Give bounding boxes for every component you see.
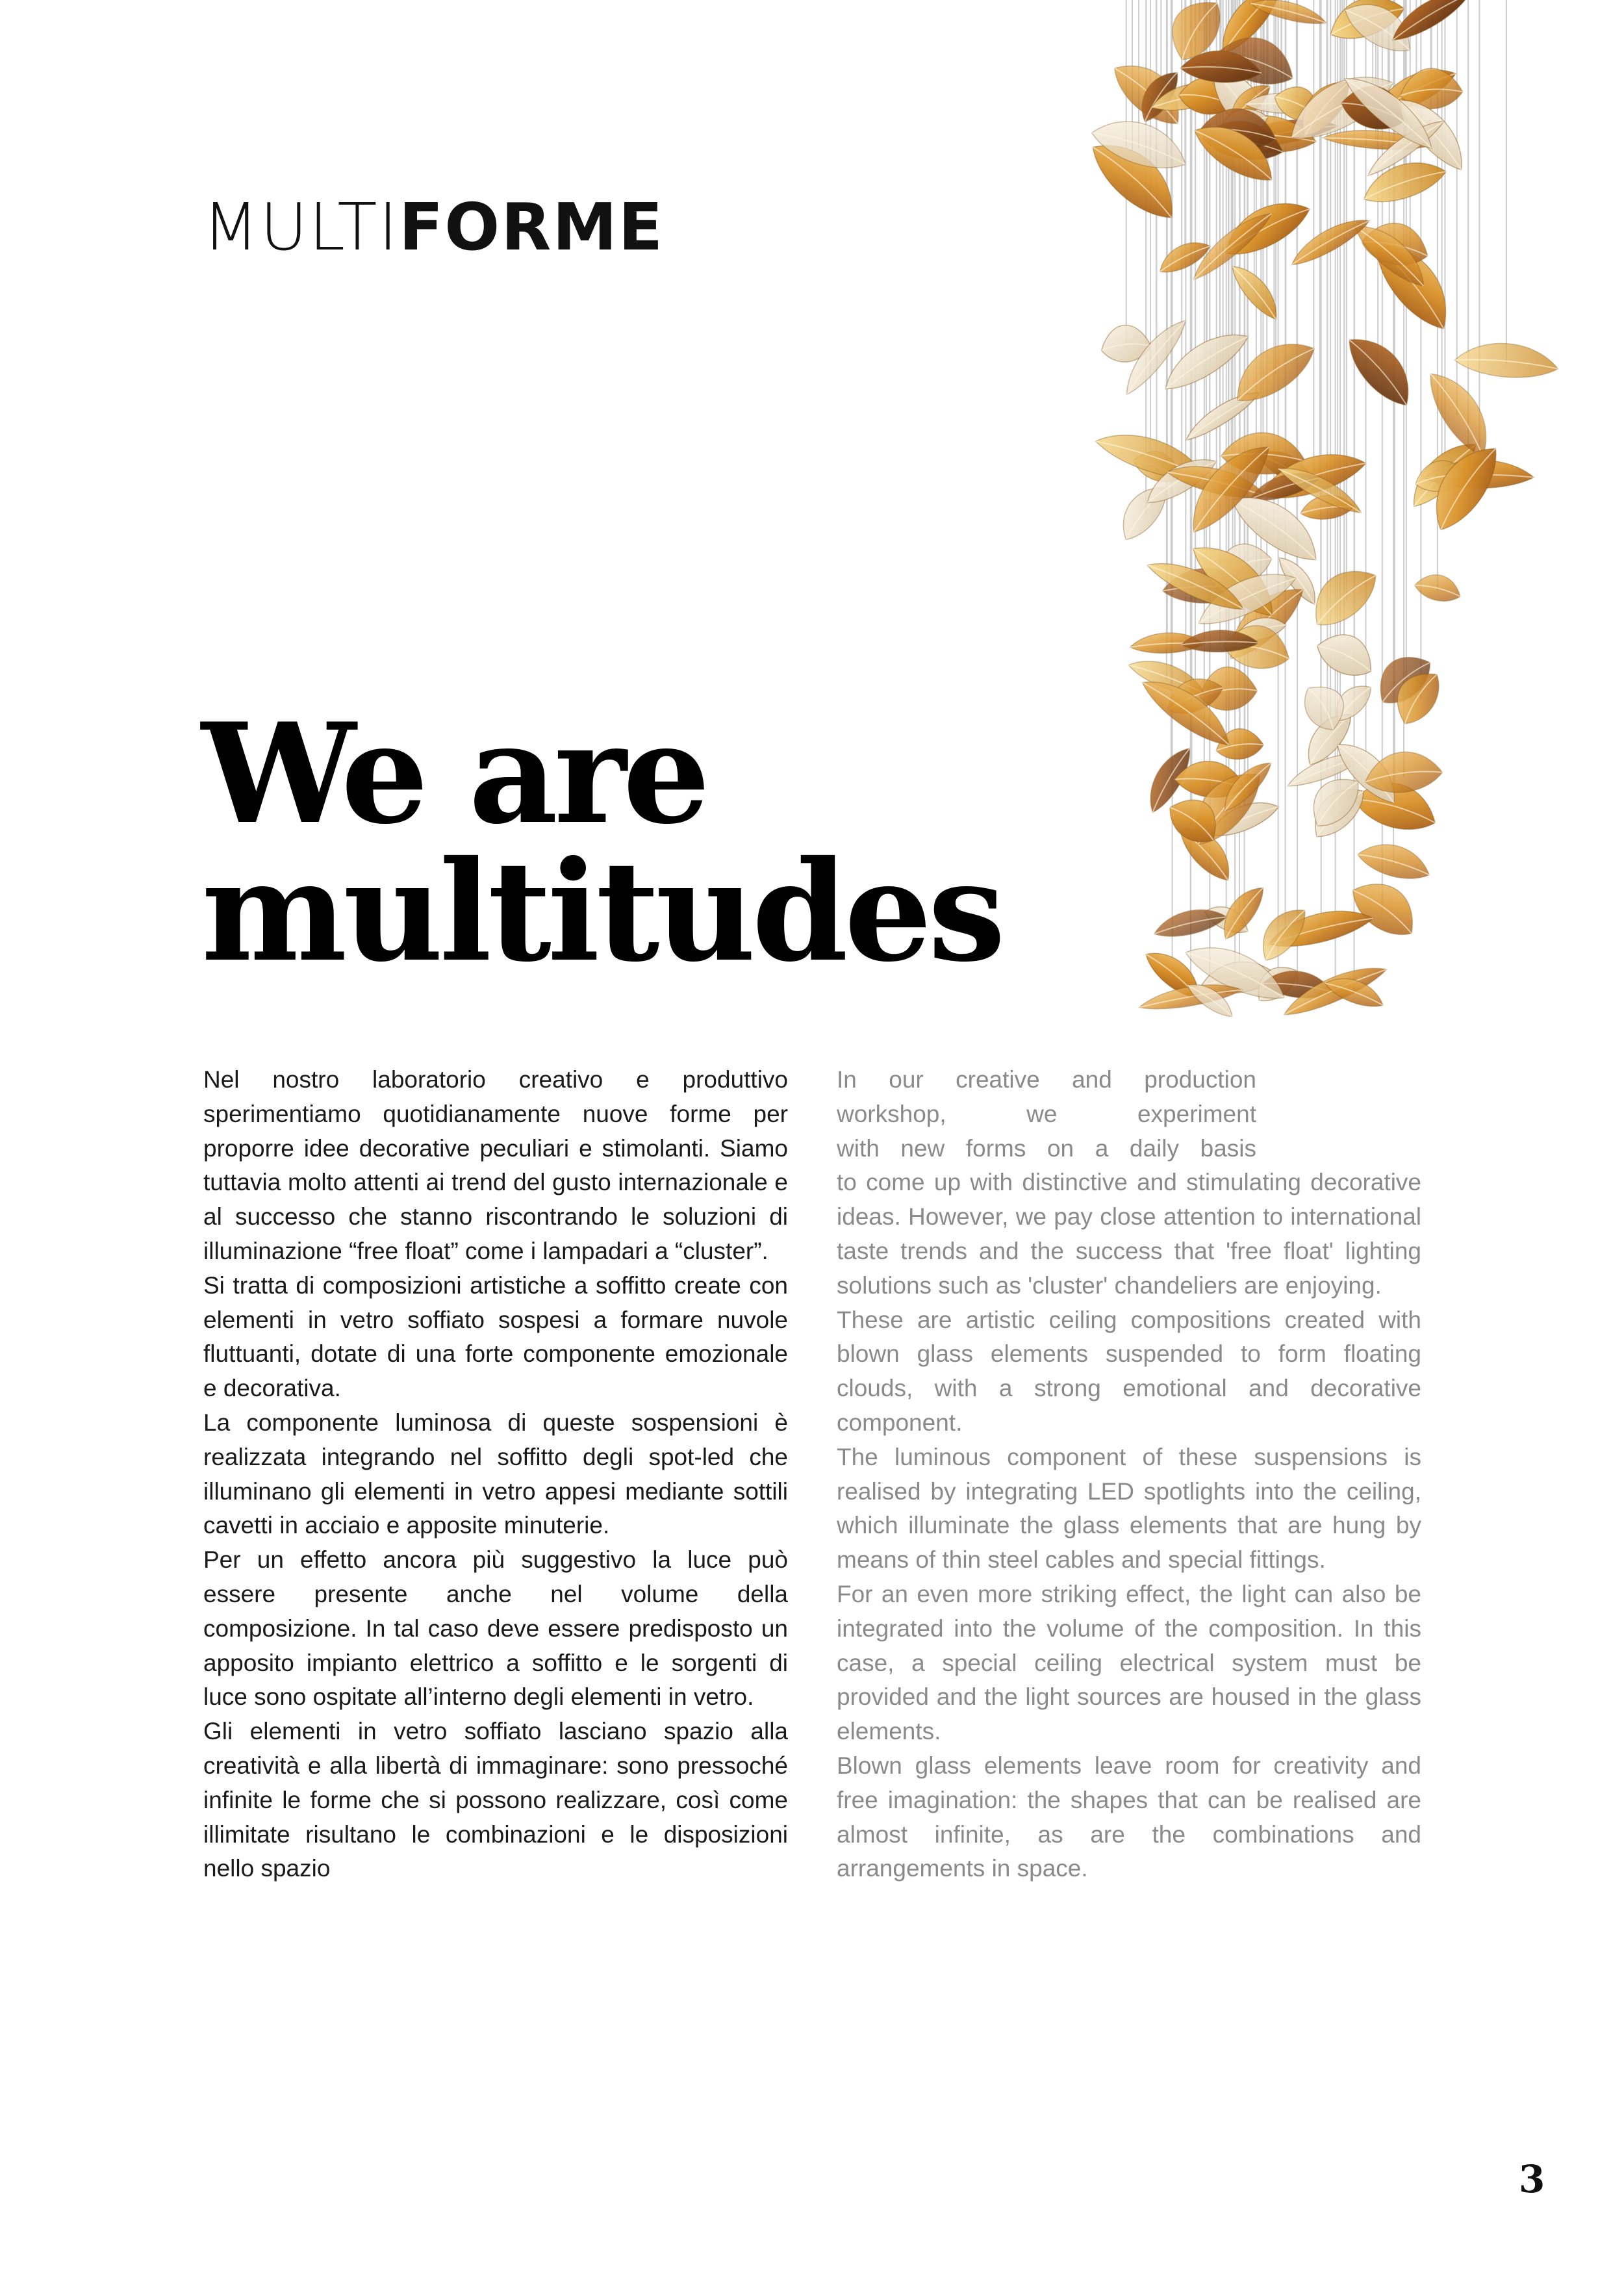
page-number: 3 [1519,2157,1545,2201]
headline-line-2: multitudes [201,830,1002,992]
italian-paragraph: Si tratta di composizioni artistiche a soffitto create con elementi in vetro soffiato sospesi a formare nuvole fluttuanti, dotate di una forte componente emozionale e decorativa. [203,1271,788,1402]
english-paragraph: to come up with distinctive and stimulating decorative ideas. However, we pay close attention to international taste trends and the success that 'free float' lighting solutions such as 'cluster' chandeliers are enjoying. [837,1169,1421,1299]
italian-text-column [203,1063,788,1886]
headline-line-1: We are [201,693,707,854]
english-intro-line: with new forms on a daily basis [837,1134,1256,1162]
brand-logo [203,189,665,265]
english-paragraph: For an even more striking effect, the light can also be integrated into the volume of the composition. In this case, a special ceiling electrical system must be provided and the light sources are housed in the glass elements. [837,1580,1421,1745]
english-paragraph: Blown glass elements leave room for creativity and free imagination: the shapes that can be realised are almost infinite, as are the combinations and arrangements in space. [837,1752,1421,1882]
glass-leaf [1454,339,1560,381]
brand-logo-bold: FORME [399,189,665,265]
english-text-column [837,1063,1421,1886]
page-headline [201,693,1002,992]
glass-leaf [1343,869,1427,947]
english-intro-line: workshop, we experiment [837,1100,1256,1127]
english-intro-line: In our creative and production [837,1066,1256,1093]
italian-paragraph: Per un effetto ancora più suggestivo la luce può essere presente anche nel volume della composizione. In tal caso deve essere predisposto un apposito impianto elettrico a soffitto e le sorgenti di luce sono ospitate all’interno degli elementi in vetro. [203,1546,788,1711]
glass-leaf [1339,325,1424,415]
italian-paragraph: Gli elementi in vetro soffiato lasciano spazio alla creatività e alla libertà di immaginare: sono pressoché infinite le forme che si possono realizzare, così come illimitate risultano le combinazioni e le disposizioni nello spazio [203,1718,788,1882]
english-paragraph: These are artistic ceiling compositions created with blown glass elements suspended to form floating clouds, with a strong emotional and decorative component. [837,1306,1421,1436]
italian-paragraph: La componente luminosa di queste sospensioni è realizzata integrando nel soffitto degli spot-led che illuminano gli elementi in vetro appesi mediante sottili cavetti in acciaio e apposite minuterie. [203,1409,788,1539]
brand-logo-light: MULTI [203,189,399,265]
italian-paragraph: Nel nostro laboratorio creativo e produttivo sperimentiamo quotidianamente nuove forme per proporre idee decorative peculiari e stimolanti. Siamo tuttavia molto attenti ai trend del gusto internazionale e al successo che stanno riscontrando le soluzioni di illuminazione “free float” come i lampadari a “cluster”. [203,1066,788,1264]
english-paragraph: The luminous component of these suspensions is realised by integrating LED spotlights into the ceiling, which illuminate the glass elements that are hung by means of thin steel cables and special fittings. [837,1443,1421,1574]
